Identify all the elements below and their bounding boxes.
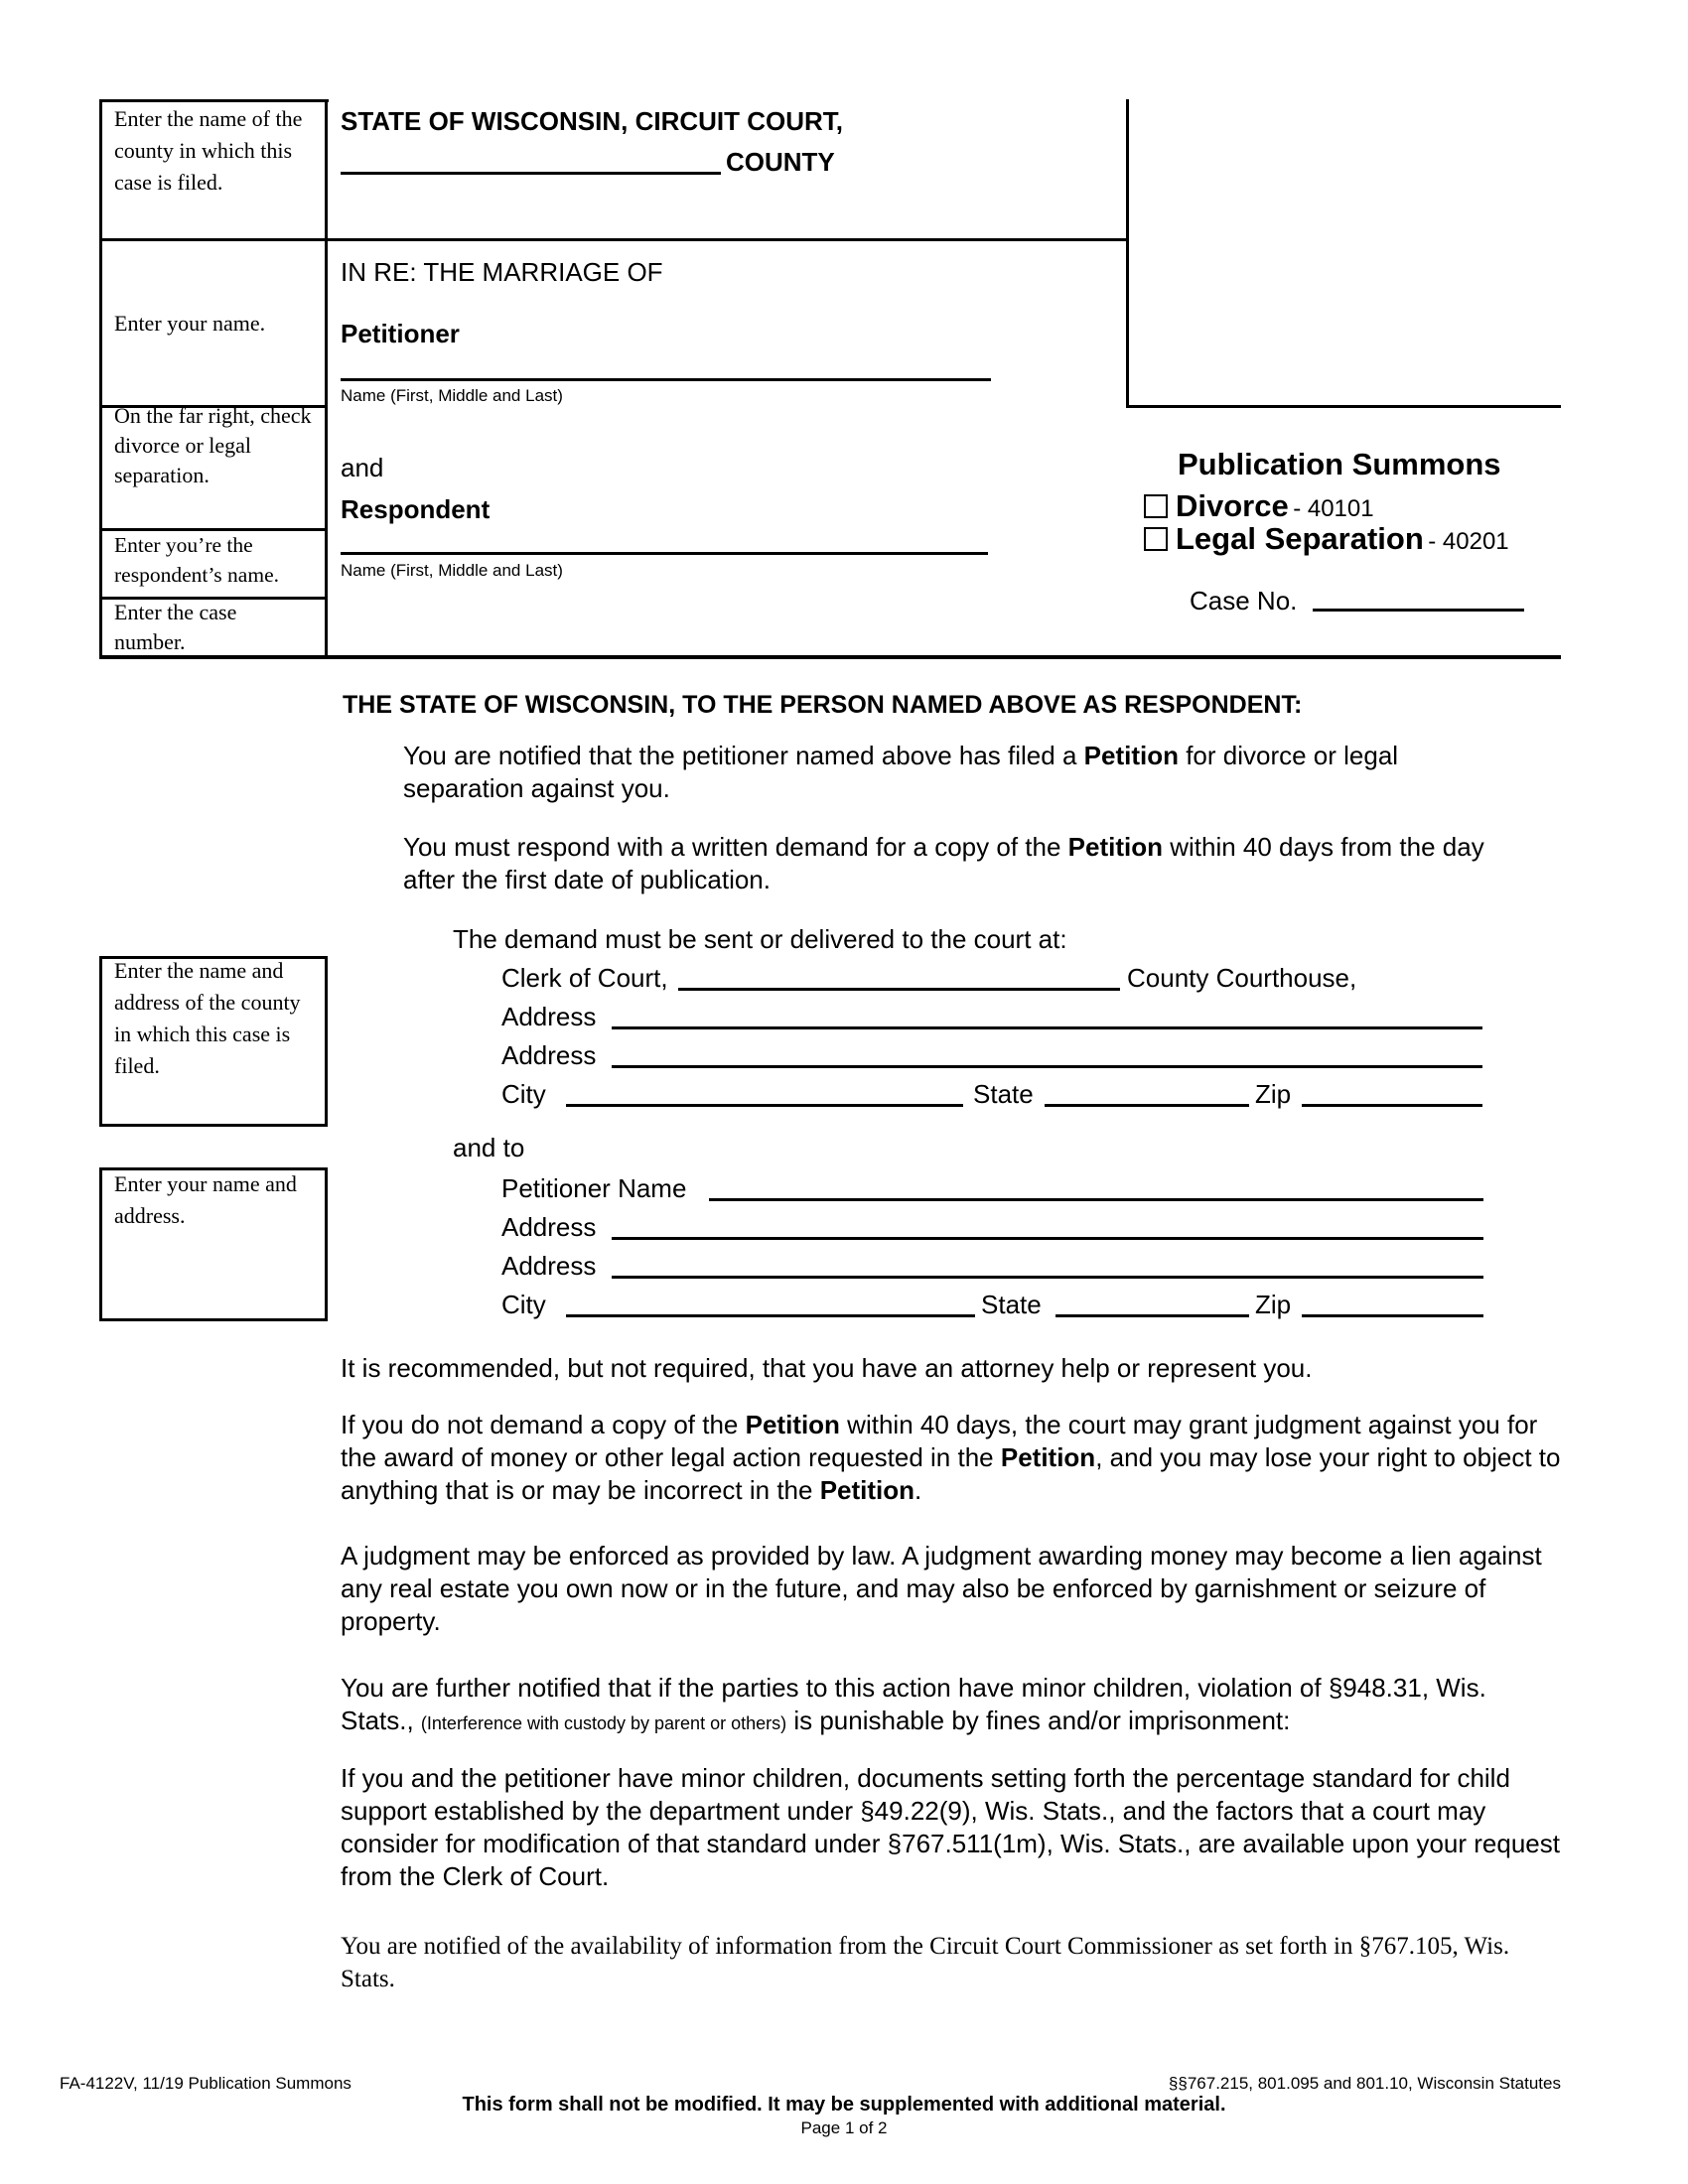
petitioner-name-input[interactable] xyxy=(341,378,991,381)
petitioner-city-input[interactable] xyxy=(566,1314,975,1317)
petitioner-name-label: Petitioner Name xyxy=(501,1173,687,1203)
court-city-input[interactable] xyxy=(566,1104,963,1107)
county-input[interactable] xyxy=(341,172,721,175)
note-your-name: Enter your name. xyxy=(114,311,266,336)
court-address1-label: Address xyxy=(501,1002,597,1031)
case-no-input[interactable] xyxy=(1313,609,1524,612)
caption-row-divider-1 xyxy=(99,238,1129,241)
footer-notice: This form shall not be modified. It may be supplemented with additional material. xyxy=(462,2094,1226,2116)
paragraph-notified: You are notified that the petitioner named above has filed a Petition for divorce or legal separation against you. xyxy=(403,741,1399,803)
paragraph-default-judgment: If you do not demand a copy of the Petition within 40 days, the court may grant judgment against you for the award of money or other legal action requested in the Petition, and you may lose your right to object to anything that is or may be incorrect in the Petition. xyxy=(341,1410,1561,1505)
caption-top-border xyxy=(99,99,329,102)
respondent-label: Respondent xyxy=(341,494,491,524)
petitioner-address2-input[interactable] xyxy=(612,1276,1483,1279)
divorce-checkbox[interactable] xyxy=(1144,494,1168,518)
legal-separation-label: Legal Separation xyxy=(1176,521,1424,556)
footer-page: Page 1 of 2 xyxy=(800,2118,888,2137)
court-address2-input[interactable] xyxy=(612,1065,1482,1068)
note-check-type: On the far right, check divorce or legal separation. xyxy=(114,403,312,487)
demand-intro: The demand must be sent or delivered to the court at: xyxy=(453,924,1067,954)
respondent-name-caption: Name (First, Middle and Last) xyxy=(341,561,563,580)
in-re-label: IN RE: THE MARRIAGE OF xyxy=(341,257,663,287)
paragraph-child-support: If you and the petitioner have minor children, documents setting forth the percentage standard for child support established by the department under §49.22(9), Wis. Stats., and the factors that a court may consider for modification of that standard under §767.511(1m), Wis. Stats., are available upon your request from the Clerk of Court. xyxy=(341,1763,1560,1891)
legal-separation-code: - 40201 xyxy=(1428,528,1509,555)
case-no-label: Case No. xyxy=(1190,586,1298,615)
note-county: Enter the name of the county in which this case is filed. xyxy=(114,106,303,195)
paragraph-enforcement: A judgment may be enforced as provided by law. A judgment awarding money may become a lien against any real estate you own now or in the future, and may also be enforced by garnishment or seizure of property. xyxy=(341,1541,1542,1636)
divorce-label: Divorce xyxy=(1176,488,1289,523)
court-state-input[interactable] xyxy=(1045,1104,1249,1107)
paragraph-commissioner: You are notified of the availability of information from the Circuit Court Commissioner as set forth in §767.105, Wis. Stats. xyxy=(341,1933,1510,1992)
option-legal-separation[interactable] xyxy=(1144,521,1509,557)
court-address2-label: Address xyxy=(501,1040,597,1070)
respondent-name-input[interactable] xyxy=(341,552,988,555)
clerk-row: Clerk of Court, xyxy=(501,963,668,993)
petitioner-address2-label: Address xyxy=(501,1251,597,1281)
court-address1-input[interactable] xyxy=(612,1026,1482,1029)
paragraph-custody: You are further notified that if the parties to this action have minor children, violation of §948.31, Wis. Stats., (Interference with custody by parent or others) is punishable by fines and/or imprisonment: xyxy=(341,1673,1486,1735)
petitioner-label: Petitioner xyxy=(341,319,460,348)
caption-bottom-border xyxy=(99,655,1561,659)
footer-form-id: FA-4122V, 11/19 Publication Summons xyxy=(60,2074,352,2093)
caption-right-bottom xyxy=(1126,405,1561,408)
paragraph-respond: You must respond with a written demand for a copy of the Petition within 40 days from the day after the first date of publication. xyxy=(403,832,1484,894)
note-your-address: Enter your name and address. xyxy=(114,1171,297,1228)
petitioner-zip-input[interactable] xyxy=(1302,1314,1483,1317)
and-label: and xyxy=(341,453,384,482)
caption-right-border xyxy=(1126,99,1129,408)
caption-left-border xyxy=(99,99,102,658)
form-title: Publication Summons xyxy=(1178,447,1501,481)
legal-separation-checkbox[interactable] xyxy=(1144,527,1168,551)
court-heading: STATE OF WISCONSIN, CIRCUIT COURT, xyxy=(341,106,844,136)
petitioner-name-caption: Name (First, Middle and Last) xyxy=(341,386,563,405)
courthouse-label: County Courthouse, xyxy=(1127,963,1357,993)
petitioner-zip-label: Zip xyxy=(1255,1290,1292,1319)
petitioner-address-name-input[interactable] xyxy=(709,1198,1483,1201)
petitioner-city-label: City xyxy=(501,1290,546,1319)
and-to-label: and to xyxy=(453,1133,525,1162)
county-label: COUNTY xyxy=(726,147,835,177)
petitioner-address1-label: Address xyxy=(501,1212,597,1242)
court-zip-input[interactable] xyxy=(1302,1104,1482,1107)
petitioner-state-input[interactable] xyxy=(1055,1314,1249,1317)
note-respondent-name: Enter you’re the respondent’s name. xyxy=(114,533,279,587)
petitioner-address1-input[interactable] xyxy=(612,1237,1483,1240)
note-case-number: Enter the case number. xyxy=(114,600,237,654)
note-court-address: Enter the name and address of the county in which this case is filed. xyxy=(114,958,301,1078)
petitioner-state-label: State xyxy=(981,1290,1042,1319)
paragraph-attorney: It is recommended, but not required, that you have an attorney help or represent you. xyxy=(341,1353,1313,1383)
caption-note-divider xyxy=(325,99,328,658)
summons-heading: THE STATE OF WISCONSIN, TO THE PERSON NAMED ABOVE AS RESPONDENT: xyxy=(343,691,1303,719)
court-zip-label: Zip xyxy=(1255,1079,1292,1109)
footer-statutes: §§767.215, 801.095 and 801.10, Wisconsin Statutes xyxy=(1168,2074,1561,2093)
court-city-label: City xyxy=(501,1079,546,1109)
court-state-label: State xyxy=(973,1079,1034,1109)
divorce-code: - 40101 xyxy=(1293,495,1374,522)
clerk-county-input[interactable] xyxy=(678,988,1120,991)
option-divorce[interactable] xyxy=(1144,488,1374,524)
